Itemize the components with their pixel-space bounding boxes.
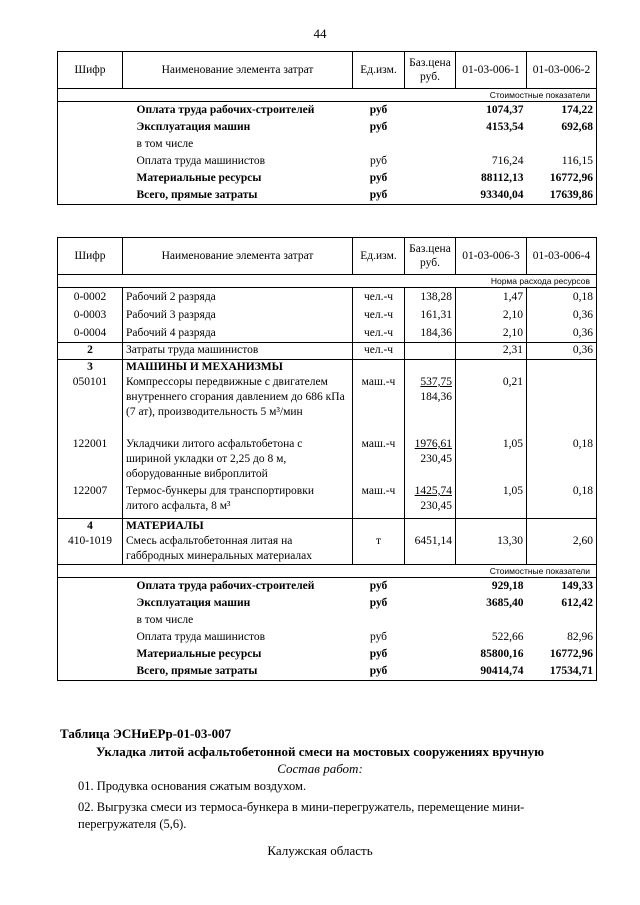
works-title: Состав работ: — [277, 761, 363, 776]
table-row: в том числе — [58, 612, 597, 629]
table-row: Эксплуатация машин руб 3685,40 612,42 — [58, 595, 597, 612]
section-row: 3 МАШИНЫ И МЕХАНИЗМЫ — [58, 360, 597, 376]
col-norm-1: 01-03-006-1 — [456, 52, 527, 89]
col-code: Шифр — [58, 238, 123, 275]
table-row: Эксплуатация машин руб 4153,54 692,68 — [58, 119, 597, 136]
col-norm-2: 01-03-006-2 — [527, 52, 597, 89]
table-row: 0-0002 Рабочий 2 разряда чел.-ч 138,28 1,47 0,18 — [58, 288, 597, 307]
table-row: Оплата труда машинистов руб 716,24 116,15 — [58, 153, 597, 170]
table-1 — [57, 51, 597, 205]
band-cost: Стоимостные показатели — [58, 564, 597, 577]
table-row: Оплата труда рабочих-строителей руб 929,18 149,33 — [58, 577, 597, 595]
table-row: 122001 Укладчики литого асфальтобетона с шириной укладки от 2,25 до 8 м, оборудованные виброплитой маш.-ч 1976,61 230,45 1,05 0,18 — [58, 437, 597, 484]
table-row: Материальные ресурсы руб 88112,13 16772,96 — [58, 170, 597, 187]
col-code: Шифр — [58, 52, 123, 89]
table-row: Материальные ресурсы руб 85800,16 16772,96 — [58, 646, 597, 663]
col-norm-4: 01-03-006-4 — [527, 238, 597, 275]
page-number: 44 — [313, 26, 327, 41]
section-row: 4 МАТЕРИАЛЫ — [58, 518, 597, 534]
footer-region: Калужская область — [267, 843, 373, 858]
table-row: 0-0003 Рабочий 3 разряда чел.-ч 161,31 2,10 0,36 — [58, 306, 597, 324]
table-row: 2 Затраты труда машинистов чел.-ч 2,31 0,36 — [58, 343, 597, 360]
table-row: Всего, прямые затраты руб 90414,74 17534,71 — [58, 663, 597, 681]
col-norm-3: 01-03-006-3 — [456, 238, 527, 275]
band-cost: Стоимостные показатели — [58, 89, 597, 102]
table-row: 122007 Термос-бункеры для транспортировки литого асфальта, 8 м³ маш.-ч 1425,74 230,45 1,05 0,18 — [58, 484, 597, 518]
table-row: Оплата труда машинистов руб 522,66 82,96 — [58, 629, 597, 646]
work-item: 02. Выгрузка смеси из термоса-бункера в мини-перегружатель, перемещение мини-перегружателя (5,6). — [78, 800, 525, 831]
col-unit: Ед.изм. — [353, 52, 405, 89]
table-row: в том числе — [58, 136, 597, 153]
section-heading: Укладка литой асфальтобетонной смеси на мостовых сооружениях вручную — [95, 744, 545, 759]
table-title: Таблица ЭСНиЕРр-01-03-007 — [60, 726, 232, 741]
table-row: 0-0004 Рабочий 4 разряда чел.-ч 184,36 2,10 0,36 — [58, 324, 597, 343]
table-row: Оплата труда рабочих-строителей руб 1074,37 174,22 — [58, 102, 597, 120]
col-base-price: Баз.цена руб. — [405, 52, 456, 89]
table-row: 410-1019 Смесь асфальтобетонная литая на габбродных минеральных материалах т 6451,14 13,30 2,60 — [58, 534, 597, 565]
work-item: 01. Продувка основания сжатым воздухом. — [78, 779, 307, 793]
band-norm: Норма расхода ресурсов — [58, 275, 597, 288]
col-name: Наименование элемента затрат — [123, 238, 353, 275]
table-row: Всего, прямые затраты руб 93340,04 17639,86 — [58, 187, 597, 205]
col-unit: Ед.изм. — [353, 238, 405, 275]
col-name: Наименование элемента затрат — [123, 52, 353, 89]
table-row: 050101 Компрессоры передвижные с двигателем внутреннего сгорания давлением до 686 кПа (7 ат), производительность 5 м³/мин маш.-ч 537,75 184,36 0,21 — [58, 375, 597, 437]
col-base-price: Баз.цена руб. — [405, 238, 456, 275]
table-2 — [57, 237, 597, 681]
